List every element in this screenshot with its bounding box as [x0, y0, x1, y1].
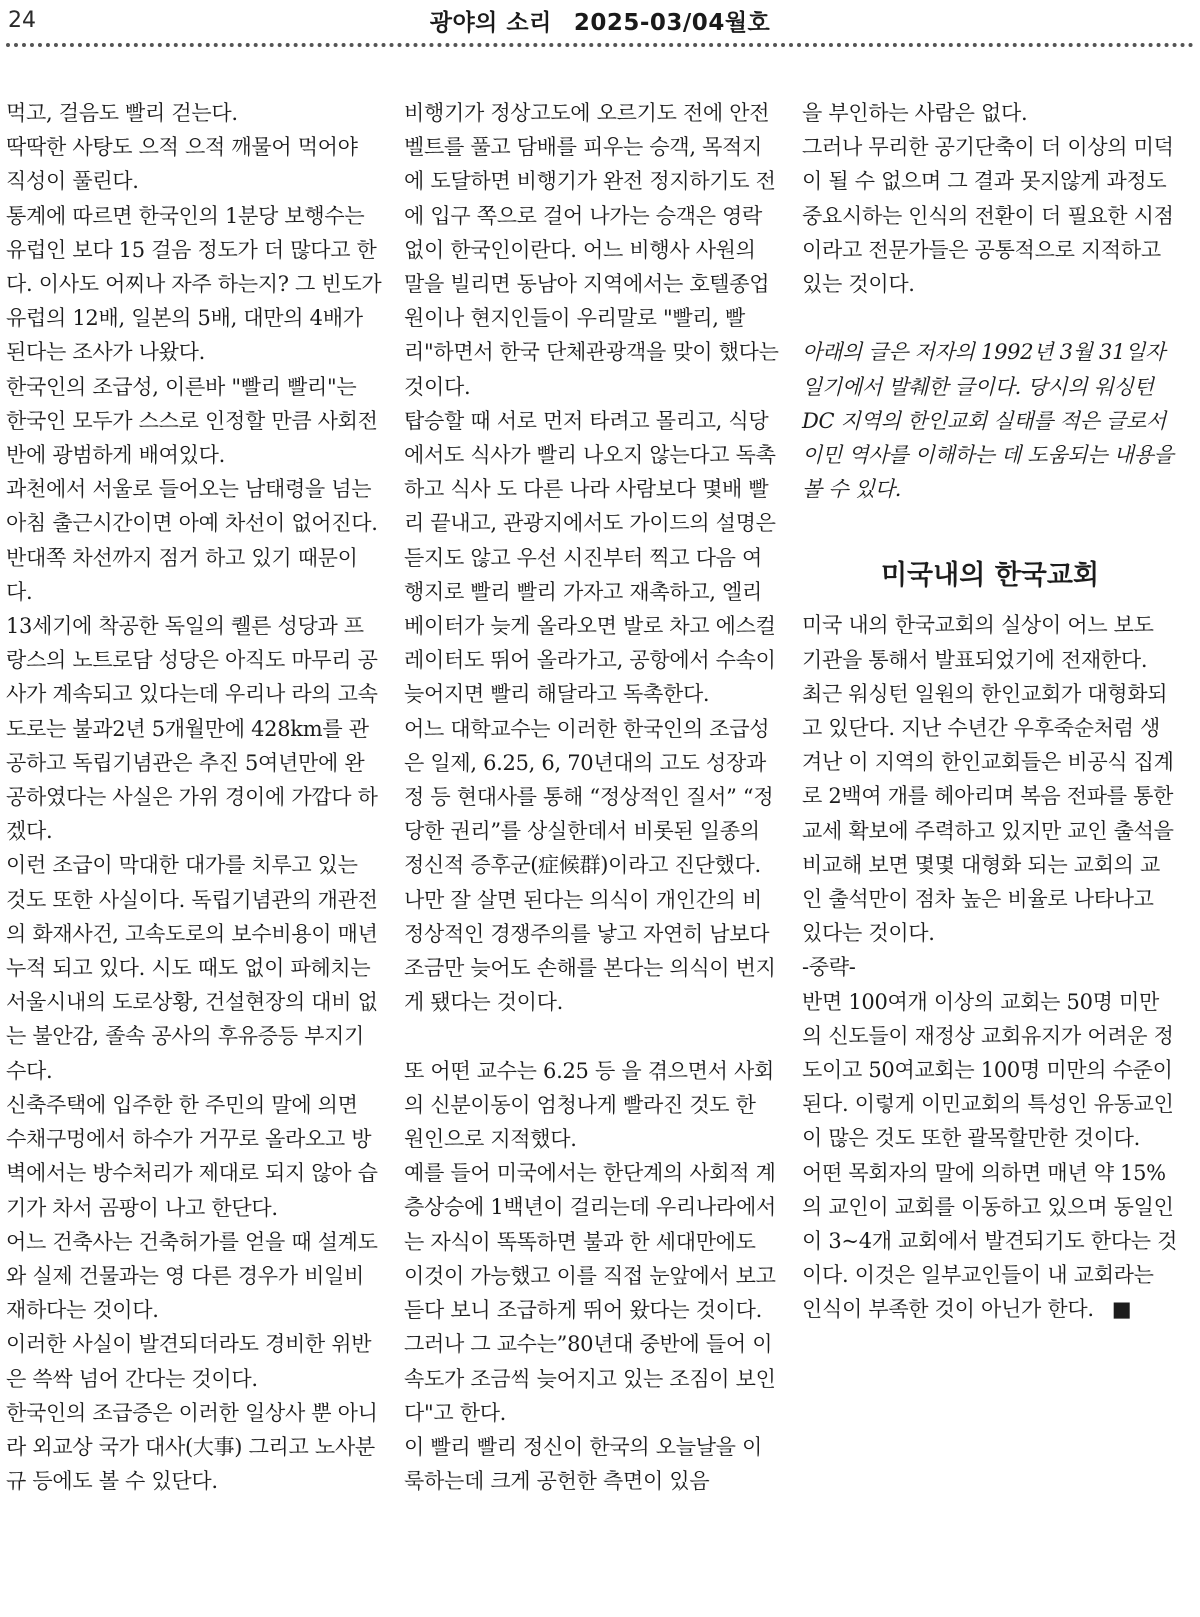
paragraph: 13세기에 착공한 독일의 퀠른 성당과 프랑스의 노트로담 성당은 아직도 마무리 공사가 계속되고 있다는데 우리나 라의 고속도로는 불과2년 5개월만에 428km를 관공하고 독립기념관은 추진 5여년만에 완공하였다는 사실은 가위 경이에 가깝다 하겠다.	[6, 614, 378, 844]
article-column-2	[404, 96, 780, 1498]
paragraph: 통계에 따르면 한국인의 1분당 보행수는 유럽인 보다 15 걸음 정도가 더 많다고 한다. 이사도 어찌나 자주 하는지? 그 빈도가 유럽의 12배, 일본의 5배, 대만의 4배가 된다는 조사가 나왔다.	[6, 203, 382, 365]
paragraph: 예를 들어 미국에서는 한단계의 사회적 계층상승에 1백년이 걸리는데 우리나라에서는 자식이 똑똑하면 불과 한 세대만에도 이것이 가능했고 이를 직접 눈앞에서 보고 듣다 보니 조급하게 뛰어 왔다는 것이다.	[404, 1161, 776, 1323]
paragraph: 한국인의 조급증은 이러한 일상사 뿐 아니라 외교상 국가 대사(大事) 그리고 노사분규 등에도 볼 수 있단다.	[6, 1400, 378, 1494]
section-heading: 미국내의 한국교회	[880, 560, 1100, 592]
page-header	[0, 0, 1200, 46]
paragraph: 이러한 사실이 발견되더라도 경비한 위반은 쓱싹 넘어 간다는 것이다.	[6, 1332, 372, 1391]
article-column-1	[6, 96, 382, 1498]
editor-note: 아래의 글은 저자의 1992년 3월 31일자 일기에서 발췌한 글이다. 당시의 워싱턴 DC 지역의 한인교회 실태를 적은 글로서 이민 역사를 이해하는 데 도움되는 내용을 볼 수 있다.	[802, 340, 1174, 502]
paragraph: 과천에서 서울로 들어오는 남태령을 넘는 아침 출근시간이면 아예 차선이 없어진다.	[6, 477, 378, 536]
issue-label: 2025-03/04월호	[573, 10, 771, 36]
paragraph: 비행기가 정상고도에 오르기도 전에 안전벨트를 풀고 담배를 피우는 승객, 목적지에 도달하면 비행기가 완전 정지하기도 전에 입구 쪽으로 걸어 나가는 승객은 영락없이 한국인이란다. 어느 비행사 사원의 말을 빌리면 동남아 지역에서는 호텔종업원이나 현지인들이 우리말로 "빨리, 빨리"하면서 한국 단체관광객을 맞이 했다는 것이다.	[404, 101, 779, 399]
masthead	[0, 4, 1200, 37]
paragraph: 미국 내의 한국교회의 실상이 어느 보도 기관을 통해서 발표되었기에 전재한다.	[802, 613, 1154, 672]
omission-marker: -중략-	[802, 955, 856, 980]
paragraph: 을 부인하는 사람은 없다.	[802, 101, 1028, 125]
publication-title: 광야의 소리	[429, 10, 552, 36]
paragraph: 그러나 그 교수는”80년대 중반에 들어 이 속도가 조금씩 늦어지고 있는 조짐이 보인다"고 한다.	[404, 1332, 776, 1425]
paragraph: 어느 대학교수는 이러한 한국인의 조급성은 일제, 6.25, 6, 70년대의 고도 성장과정 등 현대사를 통해 “정상적인 질서” “정당한 권리”를 상실한데서 비롯된 일종의 정신적 증후군(症候群)이라고 진단했다.	[404, 716, 774, 878]
paragraph: 이 빨리 빨리 정신이 한국의 오늘날을 이룩하는데 크게 공헌한 측면이 있음	[404, 1434, 763, 1494]
paragraph: 한국인의 조급성, 이른바 "빨리 빨리"는 한국인 모두가 스스로 인정할 만큼 사회전반에 광범하게 배여있다.	[6, 374, 378, 468]
paragraph: 최근 워싱턴 일원의 한인교회가 대형화되고 있단다. 지난 수년간 우후죽순처럼 생겨난 이 지역의 한인교회들은 비공식 집계로 2백여 개를 헤아리며 복음 전파를 통한 교세 확보에 주력하고 있지만 교인 출석을 비교해 보면 몇몇 대형화 되는 교회의 교인 출석만이 점차 높은 비율로 나타나고 있다는 것이다.	[802, 681, 1174, 946]
header-dotted-rule	[6, 43, 1194, 47]
paragraph-last	[802, 1156, 1178, 1327]
paragraph: 신축주택에 입주한 한 주민의 말에 의면 수채구멍에서 하수가 거꾸로 올라오고 방벽에서는 방수처리가 제대로 되지 않아 습기가 차서 곰팡이 나고 한단다.	[6, 1092, 378, 1220]
paragraph: 반면 100여개 이상의 교회는 50명 미만의 신도들이 재정상 교회유지가 어려운 정도이고 50여교회는 100명 미만의 수준이 된다. 이렇게 이민교회의 특성인 유동교인이 많은 것도 또한 괄목할만한 것이다.	[802, 989, 1174, 1151]
paragraph-gap	[404, 1019, 780, 1053]
paragraph: 딱딱한 사탕도 으적 으적 깨물어 먹어야 직성이 풀린다.	[6, 135, 358, 194]
paragraph: 또 어떤 교수는 6.25 등 을 겪으면서 사회의 신분이동이 엄청나게 빨라진 것도 한 원인으로 지적했다.	[404, 1058, 774, 1152]
paragraph: 먹고, 걸음도 빨리 걷는다.	[6, 101, 238, 125]
paragraph-text: 어떤 목회자의 말에 의하면 매년 약 15%의 교인이 교회를 이동하고 있으며 동일인이 3~4개 교회에서 발견되기도 한다는 것이다. 이것은 일부교인들이 내 교회라는 인식이 부족한 것이 아닌가 한다.	[802, 1160, 1178, 1322]
paragraph-gap	[802, 301, 1178, 335]
page-number: 24	[8, 8, 36, 33]
paragraph: 이런 조급이 막대한 대가를 치루고 있는 것도 또한 사실이다. 독립기념관의 개관전의 화재사건, 고속도로의 보수비용이 매년 누적 되고 있다. 시도 때도 없이 파헤치는 서울시내의 도로상황, 건설현장의 대비 없는 불안감, 졸속 공사의 후유증등 부지기수다.	[6, 853, 378, 1083]
paragraph: 반대쪽 차선까지 점거 하고 있기 때문이다.	[6, 545, 358, 604]
paragraph: 나만 잘 살면 된다는 의식이 개인간의 비정상적인 경쟁주의를 낳고 자연히 남보다 조금만 늦어도 손해를 본다는 의식이 번지게 됐다는 것이다.	[404, 887, 776, 1015]
paragraph: 탑승할 때 서로 먼저 타려고 몰리고, 식당에서도 식사가 빨리 나오지 않는다고 독촉하고 식사 도 다른 나라 사람보다 몇배 빨리 끝내고, 관광지에서도 가이드의 설명은 듣지도 않고 우선 시진부터 찍고 다음 여행지로 빨리 빨리 가자고 재촉하고, 엘리베이터가 늦게 올라오면 발로 차고 에스컬레이터도 뛰어 올라가고, 공항에서 수속이 늦어지면 빨리 해달라고 독촉한다.	[404, 408, 776, 707]
end-mark-square-icon: ■	[1111, 1297, 1132, 1322]
paragraph: 그러나 무리한 공기단축이 더 이상의 미덕이 될 수 없으며 그 결과 못지않게 과정도 중요시하는 인식의 전환이 더 필요한 시점이라고 전문가들은 공통적으로 지적하고 있는 것이다.	[802, 135, 1174, 297]
paragraph: 어느 건축사는 건축허가를 얻을 때 설계도와 실제 건물과는 영 다른 경우가 비일비재하다는 것이다.	[6, 1229, 378, 1323]
article-column-3	[802, 96, 1178, 1327]
